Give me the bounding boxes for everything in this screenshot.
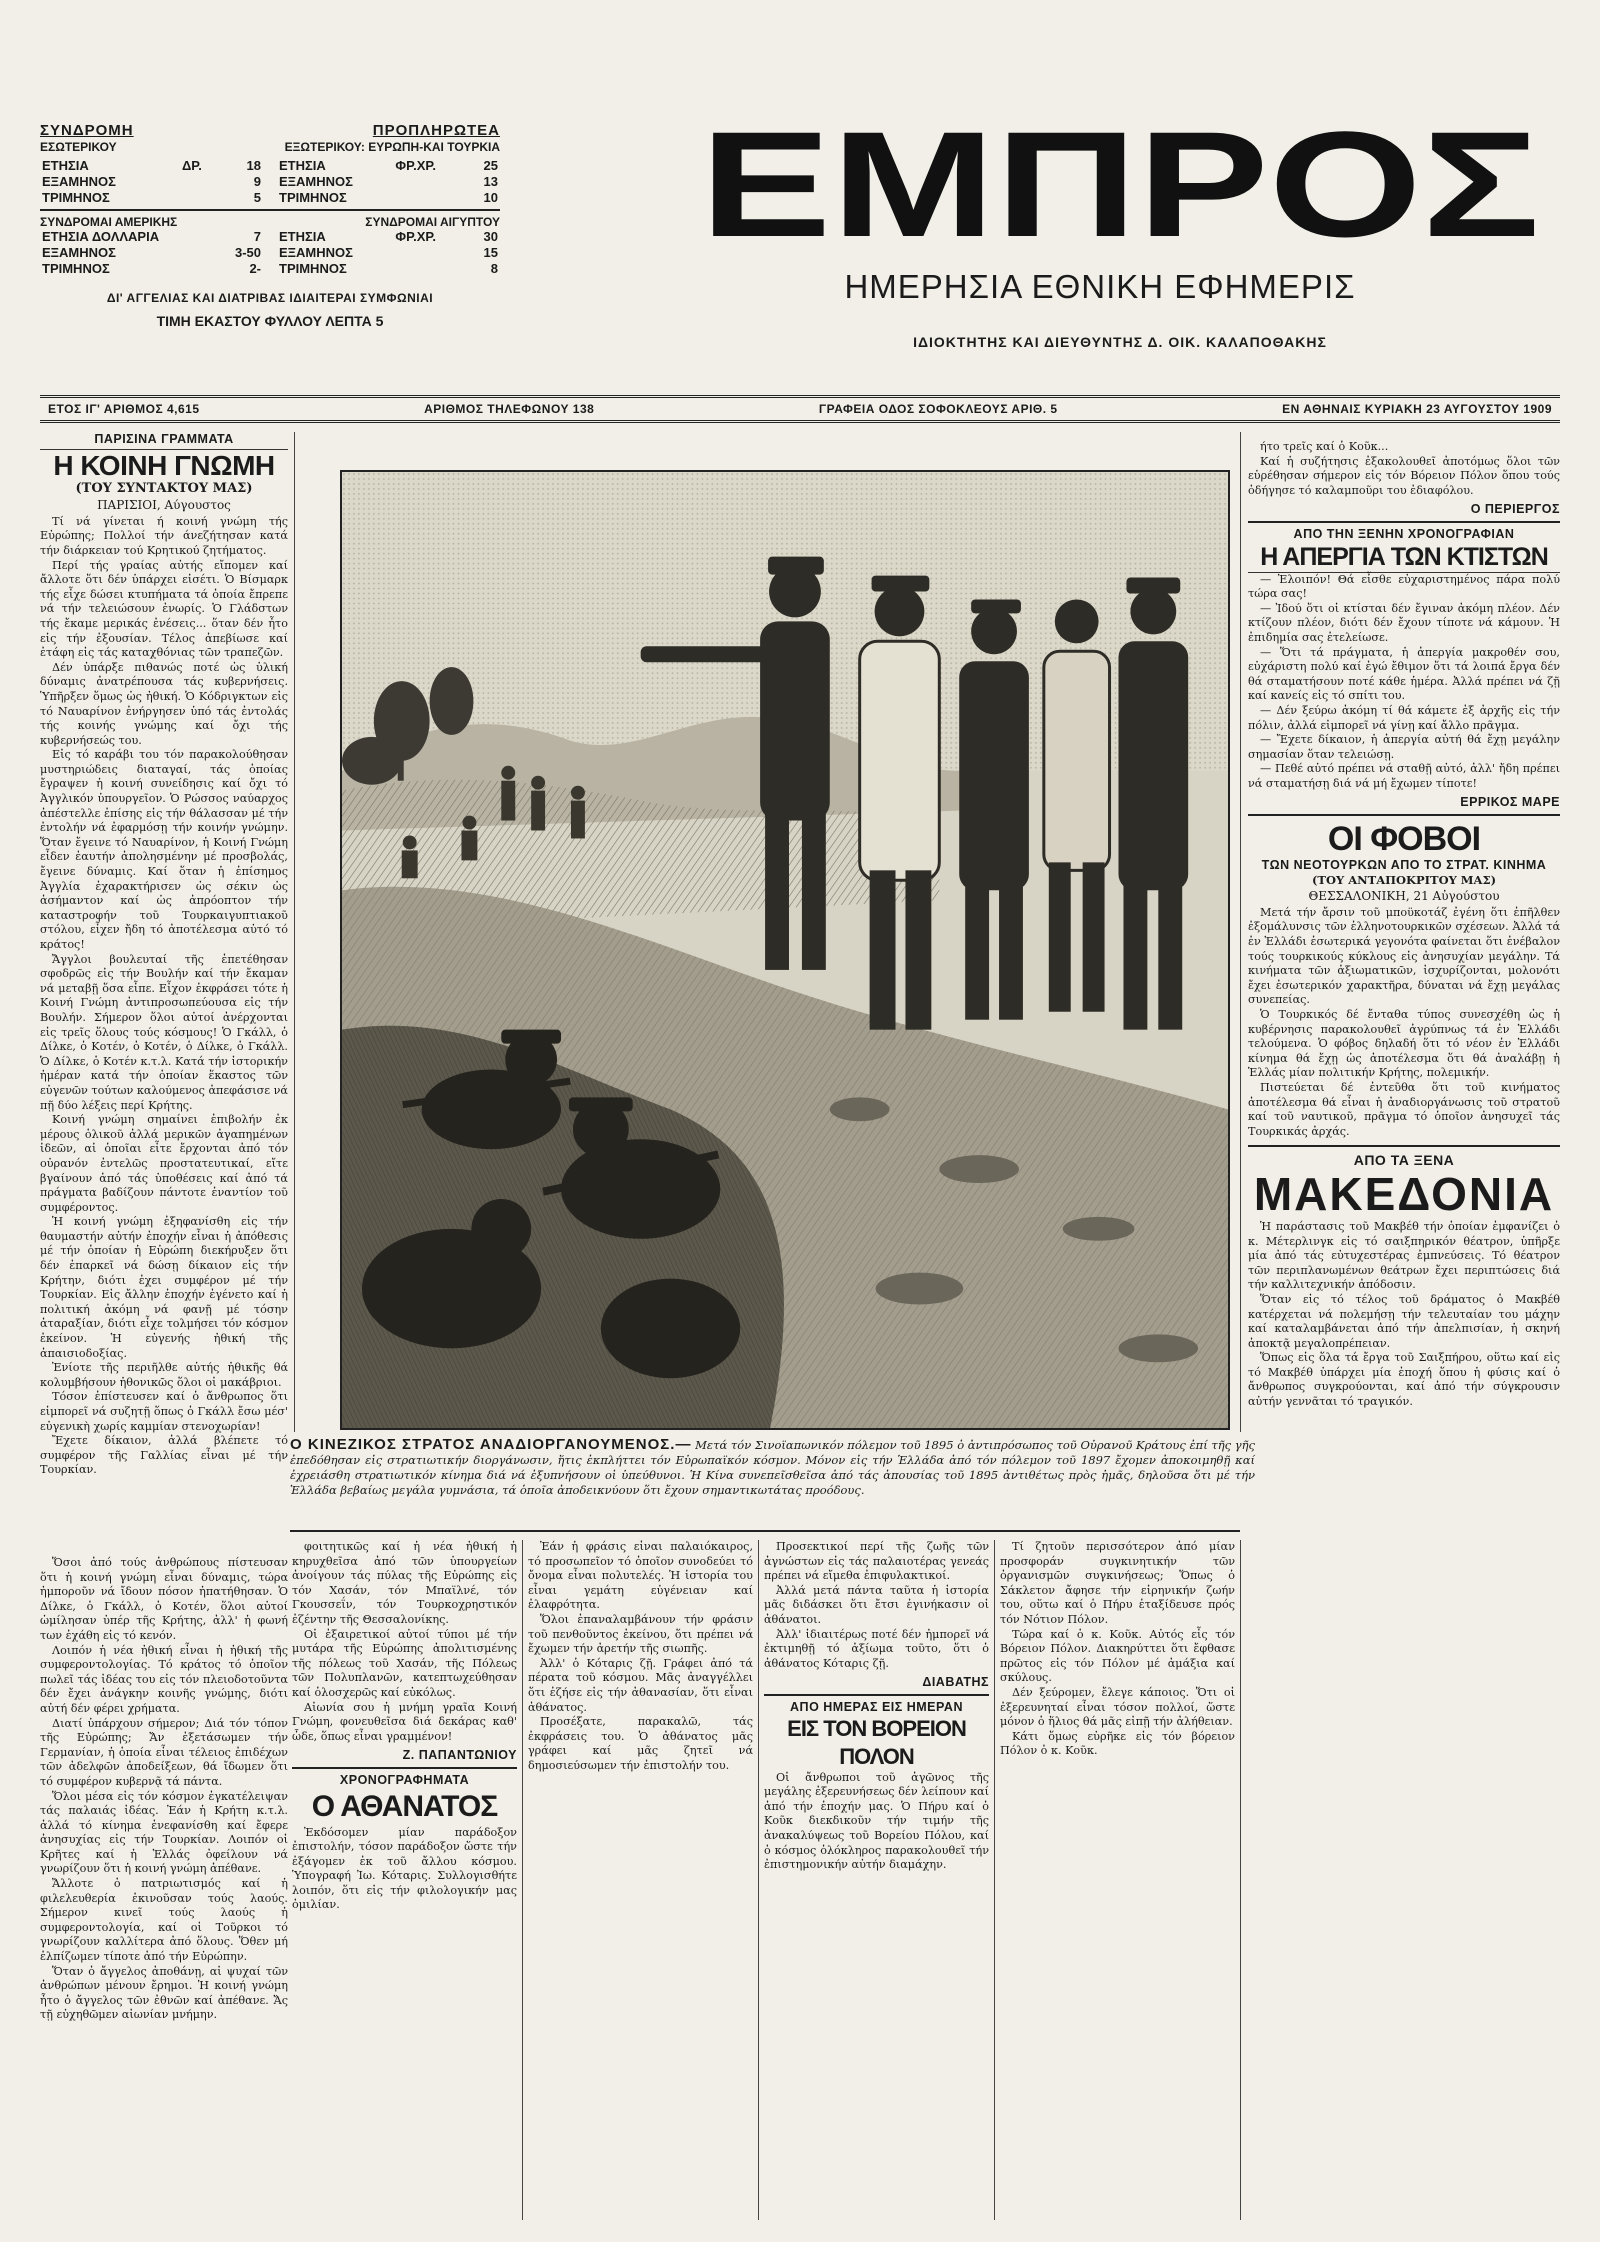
dateline-bar: [40, 395, 1560, 423]
paragraph: Ὅλοι μέσα εἰς τόν κόσμον ἐγκατέλειψαν τάς παλαιάς ἰδέας. Ἐάν ἡ Κρήτη κ.τ.λ. ἀλλά τό κίνημα ἐνεφανίσθη καί ἔφερε ἀνησυχίας εἰς τήν Τουρκίαν. Λοιπόν οἱ Κρῆτες καί ἡ Ἑλλάς ὀφείλουν νά γνωρίζουν ὅτι ἡ κοινή γνώμη ἀπέθανε.: [40, 1789, 288, 1876]
rate-label: ΤΡΙΜΗΝΟΣ: [279, 261, 347, 276]
right-top-leadin: ήτο τρεῖς καί ὁ Κοῦκ...: [1260, 440, 1389, 453]
rate-value: 8: [490, 261, 498, 276]
paragraph: Ὁ Τουρκικός δέ ἔνταθα τύπος συνεσχέθη ὡς ἡ κυβέρνησις παρακολουθεῖ ἀγρύπνως τά ἐν Ἑλλάδι τελούμενα. Ὁ φόβος δηλαδή ὅτι τό νέον ἐν Ἑλλάδι κίνημα θά ἔχῃ ὡς ἀποτέλεσμα ὅτι θά ἀναλάβῃ ἡ Ἑλλάς μίαν πολιτικήν Κρήτης, πολεμικήν.: [1248, 1008, 1560, 1080]
chronicle-kicker: ΧΡΟΝΟΓΡΑΦΗΜΑΤΑ: [339, 1772, 470, 1787]
macedonia-kicker: ΑΠΟ ΤΑ ΞΕΝΑ: [1353, 1152, 1455, 1169]
paragraph: Ὅπως εἰς ὅλα τά ἔργα τοῦ Σαιξπήρου, οὕτω καί εἰς τό Μακβέθ ὑπάρχει μία ἐποχή ὅπου ἡ φύσις καί ὁ ἄνθρωπος συγκρούονται, καί ἀπό τήν σύγκρουσιν αὐτήν γεννᾶται τό τραγικόν.: [1248, 1351, 1560, 1409]
strike-kicker: ΑΠΟ ΤΗΝ ΞΕΝΗΝ ΧΡΟΝΟΓΡΑΦΙΑΝ: [1293, 526, 1515, 541]
rate-value: 25: [483, 158, 498, 173]
office-address: ΓΡΑΦΕΙΑ ΟΔΟΣ ΣΟΦΟΚΛΕΟΥΣ ΑΡΙΘ. 5: [818, 402, 1058, 416]
logo-text: ΕΜΠΡΟΣ: [700, 128, 1540, 246]
macedonia-title: ΜΑΚΕΔΟΝΙΑ: [1253, 1167, 1555, 1220]
egypt-label: ΣΥΝΔΡΟΜΑΙ ΑΙΓΥΠΤΟΥ: [365, 215, 500, 229]
paragraph: Κοινή γνώμη σημαίνει ἐπιβολήν ἐκ μέρους ὁλικοῦ ἀλλά μερικῶν ἀγαπημένων ἰδεῶν, αἱ ὁποῖαι εἶτε ἔρχονται ἀπό τόν οὐρανόν ἐντελῶς προστατευτικαί, εἴτε βγαίνουν ἀπό τάς ὑποθέσεις καί ἀπό τά πράγματα βαδίζουν πάντοτε ἐναντίον τοῦ συμφέροντος.: [40, 1113, 288, 1214]
bottom-column-2: [528, 1540, 753, 2220]
rate-label: ΤΡΙΜΗΝΟΣ: [42, 261, 110, 276]
rate-unit: ΦΡ.ΧΡ.: [395, 229, 436, 244]
paragraph: Ὅταν ὁ ἄγγελος ἀποθάνῃ, αἱ ψυχαί τῶν ἀνθρώπων μένουν ἔρημοι. Ἡ κοινή γνώμη ἦτο ὁ ἄγγελος τῶν ἐθνῶν καί ἀπέθανε. Ἄς τῇ εὐχηθῶμεν αἰωνίαν μνήμην.: [40, 1964, 288, 2022]
paragraph: Ὅσοι ἀπό τούς ἀνθρώπους πίστευσαν ὅτι ἡ κοινή γνώμη εἶναι δύναμις, τώρα ἠμποροῦν νά ἴδουν πόσον ἠπατήθησαν. Ὁ Δίλκε, ὁ Γκάλλ, ὁ Κοτέν, ὅλοι αὐτοί ὡμίλησαν ὑπέρ τῆς Κρήτης, ἀλλ' ἡ φωνή των ἐχάθη εἰς τό κενόν.: [40, 1556, 288, 1642]
fears-place: ΘΕΣΣΑΛΟΝΙΚΗ, 21 Αὐγούστου: [1308, 889, 1500, 904]
rate-unit: [393, 174, 460, 190]
tagline: ΗΜΕΡΗΣΙΑ ΕΘΝΙΚΗ ΕΦΗΜΕΡΙΣ: [844, 268, 1356, 305]
left-article: [40, 432, 288, 1550]
paragraph: Ἄλλοτε ὁ πατριωτισμός καί ἡ φιλελευθερία ἐκινοῦσαν τούς λαούς. Σήμερον κινεῖ τούς λαούς ἡ συμφεροντολογία, καί οἱ Τοῦρκοι τό γνωρίζουν καλλίτερα ἀπό ὅλους. Ὅθεν μή ἐλπίζωμεν τίποτε ἀπό τήν Εὐρώπην.: [40, 1877, 288, 1964]
paragraph: — Δέν ξεύρω ἀκόμη τί θά κάμετε ἐξ ἀρχῆς εἰς τήν πόλιν, ἀλλά εἰμπορεῖ νά γίνῃ καί ἄλλο πρᾶγμα.: [1248, 703, 1560, 732]
rate-label: ΤΡΙΜΗΝΟΣ: [42, 190, 110, 205]
paragraph: Τί νά γίνεται ή κοινή γνώμη τής Εὐρώπης; Πολλοί τήν άνεζήτησαν κατά τήν διάρκειαν τού Κρητικού ζητήματος.: [40, 514, 288, 557]
rate-unit: [180, 174, 223, 190]
paragraph: Ἄγγλοι βουλευταί τῆς ἐπετέθησαν σφοδρῶς εἰς τήν Βουλήν καί τήν ἔκαμαν νά μεταβῇ ὅσα εἶπε. Εἶχον ἐκφράσει τότε ἡ Κοινή Γνώμη ἀντιπροσωπεύουσα εἰς τήν Βουλήν. Σήμερον ὅλοι αὐτοί ἀνέρχονται εἰς τρεῖς ὅλους τούς κόσμους! Ὁ Γκάλλ, ὁ Δίλκε, ὁ Κοτέν, ὁ Κοτέν, ὁ Δίλκε, ὁ Γκάλλ. Ὁ Δίλκε, ὁ Κοτέν κ.τ.λ. Κατά τήν ἱστορικήν ἡμέραν κατά τήν ὁποίαν ἕκαστος τῶν εὐγενῶν τούτων καλούμενος ἀπεφάσισε νά πῇ δύο λέξεις περί Κρήτης.: [40, 952, 288, 1112]
paragraph: Ὅταν εἰς τό τέλος τοῦ δράματος ὁ Μακβέθ κατέρχεται νά πολεμήσῃ τήν τελευταίαν του μάχην καί καταλαμβάνεται ἀπό τήν ἀπελπισίαν, ἡ σκηνή ἀποκτᾷ μεγαλοπρέπειαν.: [1248, 1292, 1560, 1350]
foreign-label: ΕΞΩΤΕΡΙΚΟΥ: ΕΥΡΩΠΗ-ΚΑΙ ΤΟΥΡΚΙΑ: [284, 140, 500, 154]
paragraph: Ἀλλ' ὁ Κόταρις ζῇ. Γράφει ἀπό τά πέρατα τοῦ κόσμου. Μᾶς ἀναγγέλλει ὅτι ἐζήσε εἰς τήν ἀθανασίαν, ὅτι εἶναι ἀθάνατος.: [528, 1656, 753, 1714]
fears-subtitle: ΤΩΝ ΝΕΟΤΟΥΡΚΩΝ ΑΠΟ ΤΟ ΣΤΡΑΤ. ΚΙΝΗΜΑ: [1261, 858, 1547, 873]
subscription-title: [40, 122, 500, 139]
issue-date: ΕΝ ΑΘΗΝΑΙΣ ΚΥΡΙΑΚΗ 23 ΑΥΓΟΥΣΤΟΥ 1909: [1282, 402, 1552, 416]
rate-label: ΕΞΑΜΗΝΟΣ: [42, 245, 116, 260]
america-label: ΣΥΝΔΡΟΜΑΙ ΑΜΕΡΙΚΗΣ: [40, 215, 178, 229]
article-byline: (ΤΟΥ ΣΥΝΤΑΚΤΟΥ ΜΑΣ): [75, 480, 253, 496]
illustration-caption: [290, 1437, 1255, 1498]
war-illustration: [340, 470, 1230, 1430]
soldiers-engraving: [342, 472, 1228, 1428]
rate-label: ΕΤΗΣΙΑ: [42, 158, 89, 173]
right-column: [1248, 440, 1560, 2200]
article-kicker: ΠΑΡΙΣΙΝΑ ΓΡΑΜΜΑΤΑ: [40, 432, 288, 450]
america-rates: [40, 229, 263, 277]
strike-title: Η ΑΠΕΡΓΙΑ ΤΩΝ ΚΤΙΣΤΩΝ: [1248, 542, 1560, 573]
rate-unit: ΔΡ.: [181, 158, 202, 173]
rate-label: ΕΤΗΣΙΑ ΔΟΛΛΑΡΙΑ: [42, 229, 160, 244]
paragraph: Δέν ὑπάρξε πιθανώς ποτέ ὡς ὑλική δύναμις ἀνατρέπουσα τάς κυβερνήσεις. Ὑπῆρξεν ὅμως ὡς ἠθική. Ὁ Κόδριγκτων εἰς τό Ναυαρίνον ἐνήργησεν ὑπό τάς ἐντολάς τής κοινής γνώμης καί ὄχι τής κυβερνήσεώς του.: [40, 660, 288, 747]
paragraph: Τόσον ἐπίστευσεν καί ὁ ἄνθρωπος ὅτι εἰμπορεῖ νά συζητῇ ὅπως ὁ Γκάλλ ἔσω μέσ' εὐγενικὴ χωρίς καμμίαν στενοχωρίαν!: [40, 1390, 288, 1433]
daily-title: ΕΙΣ ΤΟΝ ΒΟΡΕΙΟΝ ΠΟΛΟΝ: [787, 1715, 966, 1769]
paragraph: Δέν ξεύρομεν, ἔλεγε κάποιος. Ὅτι οἱ ἐξερευνηταί εἶναι τόσον πολλοί, ὥστε μόνον ὁ ἥλιος θά μᾶς εἰπῇ τήν ἀλήθειαν.: [1000, 1685, 1235, 1729]
bottom-column-4: [1000, 1540, 1235, 2220]
owner-line: ΙΔΙΟΚΤΗΤΗΣ ΚΑΙ ΔΙΕΥΘΥΝΤΗΣ Δ. ΟΙΚ. ΚΑΛΑΠΟΘΑΚΗΣ: [913, 334, 1327, 350]
article-body: [40, 515, 288, 1478]
paragraph: Τί ζητοῦν περισσότερον ἀπό μίαν προσφοράν συγκινητικήν τῶν ὀργανισμῶν συγκινήσεως; Ὅπως ὁ Σάκλετον ἄφησε τήν εἰρηνικήν ζωήν του, οὕτω καί ὁ Πήρυ ἐταξίδευσε πρός τόν Νότιον Πόλον.: [1000, 1540, 1235, 1626]
rate-value: 18: [246, 158, 261, 173]
article-place: ΠΑΡΙΣΙΟΙ, Αύγουστος: [97, 498, 231, 513]
issue-price: ΤΙΜΗ ΕΚΑΣΤΟΥ ΦΥΛΛΟΥ ΛΕΠΤΑ 5: [156, 313, 384, 329]
caption-text: Μετά τόν Σινοϊαπωνικόν πόλεμον τοῦ 1895 ὁ ἀντιπρόσωπος τοῦ Οὐρανοῦ Κράτους ἐπί τῆς γῆς ἐπεδόθησαν εἰς στρατιωτικήν διοργάνωσιν, ἥτις ἐκπλήττει τόν Εὐρωπαϊκόν κόσμον. Μόνον εἰς τήν Ἑλλάδα ἀπό τόν πόλεμον τοῦ 1897 ἔχομεν ἀποκοιμηθῇ καί ἐχρειάσθη στρατιωτικόν κίνημα διά νά ἐξυπνήσουν οἱ ὑπεύθυνοι. Ἡ Κίνα συνεπεῖσθεῖσα ἀπό τάς ἀπουσίας τοῦ 1895 ἀντιθέτως πρὸς ἡμᾶς, δηλοῦσα ὅτι μέ τήν Ἑλλάδα βεβαίως μεγάλα γυμνάσια, τά ὁποῖα ἀποδεικνύουν ὅτι ἔχουν σημαντικωτάτας προόδους.: [290, 1438, 1255, 1497]
paragraph: Κάτι ὅμως εὑρῆκε εἰς τόν βόρειον Πόλον ὁ κ. Κοῦκ.: [1000, 1729, 1235, 1758]
right-top-text: Καί ἡ συζήτησις ἐξακολουθεῖ ἀποτόμως ὅλοι τῶν εὑρέθησαν σήμερον εἰς τόν Βόρειον Πόλον ὅπου τούς ὁδήγησε τό καλαμποῦρι του ἐδιαφόλου.: [1248, 454, 1560, 497]
paragraph: Οἱ ἄνθρωποι τοῦ ἀγῶνος τῆς μεγάλης ἐξερευνήσεως δέν λείπουν καί ἀπό τήν ἐποχήν μας. Ὁ Πήρυ καί ὁ Κοῦκ διεκδικοῦν τήν τιμήν τῆς ἀνακαλύψεως τοῦ Βορείου Πόλου, καί ὁ κόσμος ὁλόκληρος παρακολουθεῖ τήν ἐπιστημονικήν αὐτήν διαμάχην.: [764, 1770, 989, 1872]
daily-kicker: ΑΠΟ ΗΜΕΡΑΣ ΕΙΣ ΗΜΕΡΑΝ: [790, 1699, 963, 1714]
bottom-column-1: [292, 1540, 517, 2220]
egypt-rates: [277, 229, 500, 277]
paragraph: Προσεκτικοί περί τῆς ζωῆς τῶν ἀγνώστων εἰς τάς παλαιοτέρας γενεάς πρέπει νά εἴμεθα ἐπιφυλακτικοί.: [764, 1540, 989, 1583]
rate-unit: [180, 190, 223, 206]
foreign-rates: [277, 158, 500, 206]
issue-number: ΕΤΟΣ ΙΓ' ΑΡΙΘΜΟΣ 4,615: [48, 402, 200, 416]
paragraph: Προσέξατε, παρακαλῶ, τάς ἐκφράσεις του. Ὁ ἀθάνατος μᾶς γράφει καί μᾶς ζητεῖ νά δημοσιεύσωμεν τήν ἐπιστολήν του.: [528, 1715, 753, 1772]
rate-label: ΕΤΗΣΙΑ: [279, 229, 326, 244]
subscription-box: [40, 122, 500, 329]
rate-unit: ΦΡ.ΧΡ.: [395, 158, 436, 173]
rate-value: 30: [483, 229, 498, 244]
article-title: Η ΚΟΙΝΗ ΓΝΩΜΗ: [53, 449, 275, 481]
paragraph: Ἡ κοινή γνώμη ἐξηφανίσθη εἰς τήν θαυμαστήν αὐτήν ἐποχήν εἶναι ἡ ἀπόθεσις μέ τήν ὁποίαν ἡ Εὐρώπη διεκήρυξεν ὅτι δέν ἐπαρκεῖ νά δώσῃ δίκαιον εἰς τήν Κρήτην, διότι ἐχει συμφέρον μέ τήν Τουρκίαν. Εἰς ἄλλην ἐποχήν ἐγένετο καί ἡ πολιτική ἀκόμη νά φανῇ μέ τόσην ἀταραξίαν, διότι εἶχε τολμήσει τόν κόσμον ἐκείνον. Ἡ εὐγενής ἠθική τῆς ἀπαισιοδοξίας.: [40, 1215, 288, 1360]
right-top-signature: Ο ΠΕΡΙΕΡΓΟΣ: [1470, 502, 1560, 517]
fears-title: ΟΙ ΦΟΒΟΙ: [1327, 820, 1481, 859]
chronicle-title: Ο ΑΘΑΝΑΤΟΣ: [311, 1789, 498, 1823]
paragraph: Διατί ὑπάρχουν σήμερον; Διά τόν τόπον τῆς Εὐρώπης; Ἄν ἐξετάσωμεν τήν Γερμανίαν, ἡ ὁποία εἶναι τέλειος ἐπιδέχων τῶν ἀδελφῶν ἀποδείξεων, θά ἴδωμεν ὅτι τό συμφέρον κυβερνᾷ τά πάντα.: [40, 1716, 288, 1788]
rate-value: 15: [483, 245, 498, 260]
paragraph: Περί τής γραίας αὐτής εἴπομεν καί ἄλλοτε ὅτι δέν ὑπάρχει εἰσέτι. Ὁ Βίσμαρκ τής εἶχε δώσει κτυπήματα τά ὁποία ἔπρεπε νά τήν τελειώσουν ἐνωρίς. Ὁ Γλάδστων τής ἔκαμε μερικάς ἐνέσεις... ὅταν δέν ἦτο εἰς τήν ἐξουσίαν. Τέλος ἀπεβίωσε καί ἐτάφη εἰς τάς καταχθόνιας τῶν τραπεζῶν.: [40, 558, 288, 660]
paragraph: Ὅλοι ἐπαναλαμβάνουν τήν φράσιν τοῦ πενθοῦντος ἐκείνου, ὅτι πρέπει νά ἔχωμεν τήν ἀρετήν τῆς σιωπῆς.: [528, 1612, 753, 1656]
caption-title: Ο ΚΙΝΕΖΙΚΟΣ ΣΤΡΑΤΟΣ ΑΝΑΔΙΟΡΓΑΝΟΥΜΕΝΟΣ.—: [290, 1436, 692, 1453]
paragraph: Ἐνίοτε τῆς περιῆλθε αὐτής ἠθικῆς θά κολυμβήσουν ἠθονικῶς ὅλοι οἱ μακάβριοι.: [40, 1361, 288, 1389]
paragraph: Αἰωνία σου ἡ μνήμη γραῖα Κοινή Γνώμη, φονευθεῖσα διά δεκάρας καθ' ὧδε, ὅπως εἶναι γραμμένον!: [292, 1700, 517, 1743]
rate-value: 3-50: [234, 245, 261, 260]
paragraph: Οἱ ἐξαιρετικοί αὐτοί τύποι μέ τήν μυτάρα τῆς Εὐρώπης ἀπολιτισμένης τῆς πόλεως τοῦ Χασάν, τῆς Πόλεως τῶν Πολυπλανῶν, κατεπτωχεύθησαν καί ὁλοσχερῶς καί εὐκόλως.: [292, 1627, 517, 1699]
rate-value: 10: [483, 190, 498, 205]
rate-label: ΤΡΙΜΗΝΟΣ: [279, 190, 347, 205]
domestic-label: ΕΣΩΤΕΡΙΚΟΥ: [40, 140, 117, 154]
rate-value: 5: [253, 190, 261, 205]
phone-number: ΑΡΙΘΜΟΣ ΤΗΛΕΦΩΝΟΥ 138: [424, 402, 595, 416]
overseas-labels: [40, 215, 500, 229]
paragraph: — Ἔχετε δίκαιον, ἡ ἀπεργία αὐτή θά ἔχῃ μεγάλην σημασίαν ὅταν τελειώσῃ.: [1248, 733, 1560, 761]
newspaper-logo: [690, 128, 1550, 246]
paragraph: Ἡ παράστασις τοῦ Μακβέθ τήν ὁποίαν ἐμφανίζει ὁ κ. Μέτερλινγκ εἰς τό σαιξπηρικόν θέατρον, ὑπῆρξε μία ἀπό τάς εὐτυχεστέρας ἐμπνεύσεις. Τό θέατρον τῶν περιπλανωμένων θεάτρων ἔχει περιπτώσεις διά τήν καλλιτεχνικήν ἀπόδοσιν.: [1248, 1219, 1560, 1292]
bottom-column-3: [764, 1540, 989, 2220]
paragraph: Πιστεύεται δέ ἐντεῦθα ὅτι τοῦ κινήματος ἀποτέλεσμα θά εἶναι ἡ ἀναδιοργάνωσις τοῦ στρατοῦ καί τοῦ ναυτικοῦ, πρᾶγμα τό ὁποῖον ἀνησυχεῖ τάς Τουρκικάς ἀρχάς.: [1248, 1080, 1560, 1138]
paragraph: φοιτητικῶς καί ἡ νέα ἠθική ἡ κηρυχθεῖσα ἀπό τῶν ὑπουργείων ἀνοίγουν τάς πύλας τῆς Εὐρώπης εἰς τόν Χασάν, τόν Μπαϊλνέ, τόν Γκουσσεΐν, τόν Τουρκοχρηστικόν ἐζέντην τῆς Θεσσαλονίκης.: [292, 1540, 517, 1626]
paragraph: Ἐάν ἡ φράσις εἶναι παλαιόκαιρος, τό προσωπεῖον τό ὁποῖον συνοδεύει τό ὄνομα εἶναι πολυτελές. Ἡ ἱστορία του εἶναι γεμάτη εὐγένειαν καί ἐλαφρότητα.: [528, 1540, 753, 1612]
strike-signature: ΕΡΡΙΚΟΣ ΜΑΡΕ: [1460, 795, 1560, 810]
rate-value: 9: [253, 174, 261, 189]
paragraph: — Ἐλοιπόν! Θά εἶσθε εὐχαριστημένος πάρα πολύ τώρα σας!: [1248, 572, 1560, 601]
paragraph: Τώρα καί ὁ κ. Κοῦκ. Αὐτός εἶς τόν Βόρειον Πόλον. Διακηρύττει ὅτι ἔφθασε πρῶτος εἰς τόν Πόλον μέ ἀμάξια καί σκύλους.: [1000, 1627, 1235, 1685]
paragraph: Ἔχετε δίκαιον, ἀλλά βλέπετε τό συμφέρον τῆς Γαλλίας εἶναι μέ τήν Τουρκίαν.: [40, 1434, 288, 1477]
rate-label: ΕΞΑΜΗΝΟΣ: [42, 174, 116, 189]
paragraph: Λοιπόν ἡ νέα ἠθική εἶναι ἡ ἠθική τῆς συμφεροντολογίας. Τό κράτος τό ὁποῖον πωλεῖ τάς ἰδέας του εἰς τόν πλειοδοτοῦντα δέν ἔχει ἀνάγκην κοινῆς γνώμης, διότι αὐτή δέν φέρει χρήματα.: [40, 1643, 288, 1715]
rate-unit: [393, 190, 460, 206]
paragraph: — Ὅτι τά πράγματα, ἡ ἀπεργία μακροθέν σου, εὐχάριστη πολύ καί ἐγώ ἔθιμον ὅτι τά λοιπά ἔργα δέν θά σταματήσουν ποτέ κάθε ἡμέρα. Ἀλλά πρέπει νά ζῇ καί κανείς εἰς τό σπίτι του.: [1248, 645, 1560, 703]
subscription-region-labels: [40, 140, 500, 154]
column-signature: ΔΙΑΒΑΤΗΣ: [922, 1675, 989, 1690]
rate-label: ΕΤΗΣΙΑ: [279, 158, 326, 173]
paragraph: — Ἰδού ὅτι οἱ κτίσται δέν ἔγιναν ἀκόμη πλέον. Δέν κτίζουν πλέον, διότι δέν ἔχουν τίποτε νά κάμουν. Ἡ ἐπιδημία σας ἐτελείωσε.: [1248, 601, 1560, 644]
rate-unit: [393, 245, 460, 261]
paragraph: Εἰς τό καράβι του τόν παρακολούθησαν μυστηριώδεις διαταγαί, τάς ὁποίας ἔγραψεν ἡ κοινή συνείδησις καί ὄχι τό Ἀγγλικόν ὑπουργεῖον. Ὁ Ρώσσος ναύαρχος ἀπέστελλε ἐπίσης εἰς τήν θάλασσαν μέ τήν ἐντολήν νά ἐφαρμόσῃ τήν κοινήν γνώμην. Ὅταν ἔγεινε τό Ναυαρίνον, ἡ Κοινή Γνώμη εἶδεν ἐαυτήν ἀπολησμένην μέ προσβολάς, ἔγεινε δύναμις. Καί ὅταν ἡ ἐπίσημος Ἀγγλία ἐχαρακτήρισεν ὡς σέκιν ὡς ἀσήμαντον καί ὡς ἀπρόοπτον τήν καταστροφήν τοῦ Τουρκαιγυπτιακοῦ στόλου, εἶχεν ἤδη τό ἀποτέλεσμα αὐτό τό κράτος!: [40, 748, 288, 951]
paragraph: Μετά τήν ἄρσιν τοῦ μποϋκοτάζ ἐγένη ὅτι ἐπῆλθεν ἐξομάλυνσις τῶν ἑλληνοτουρκικῶν σχέσεων. Ἀλλά τά ἐν Ἑλλάδι ἐσωτερικά γεγονότα φαίνεται ὅτι ἐνέβαλον τούς τουρκικούς κύκλους εἰς ἀνησυχίαν μεγάλην. Τά κινήματα τῶν ἀξιωματικῶν, ἰσχυρίζονται, μολονότι ἔχει ἐσωτερικόν χαρακτῆρα, δύναται νά ἔχῃ μεγάλας συνεπείας.: [1248, 905, 1560, 1007]
column-signature: Ζ. ΠΑΠΑΝΤΩΝΙΟΥ: [402, 1748, 517, 1763]
paragraph: Ἀλλά μετά πάντα ταῦτα ἡ ἱστορία μᾶς διδάσκει ὅτι ἔτσι ἐγινήκασιν οἱ ἀθάνατοι.: [764, 1583, 989, 1626]
rate-value: 2-: [249, 261, 261, 276]
paragraph: Ἀλλ' ἰδιαιτέρως ποτέ δέν ἠμπορεῖ νά ἐκτιμηθῇ τό ἀξίωμα τοῦτο, ὅτι ὁ ἀθάνατος Κόταρις ζῇ.: [764, 1627, 989, 1670]
rate-label: ΕΞΑΜΗΝΟΣ: [279, 174, 353, 189]
domestic-rates: [40, 158, 263, 206]
left-article-continued: [40, 1556, 288, 2221]
subscription-title-left: ΣΥΝΔΡΟΜΗ: [40, 122, 134, 139]
fears-byline: (ΤΟΥ ΑΝΤΑΠΟΚΡΙΤΟΥ ΜΑΣ): [1311, 872, 1497, 887]
rate-unit: [393, 261, 460, 277]
subscription-title-right: ΠΡΟΠΛΗΡΩΤΕΑ: [372, 122, 500, 139]
paragraph: Ἐκδόσομεν μίαν παράδοξον ἐπιστολήν, τόσον παράδοξον ὥστε τήν ἐξάγομεν ἐκ τοῦ ἄλλου κόσμου. Ὑπογραφή Ἰω. Κόταρις. Συλλογισθήτε λοιπόν, ὅτι εἰς τήν φιλολογικήν μας ὁμιλίαν.: [292, 1825, 517, 1912]
paragraph: — Πεθέ αὐτό πρέπει νά σταθῇ αὐτό, ἀλλ' ἤδη πρέπει νά σταματήσῃ διά νά μή ἔχωμεν τίποτε!: [1248, 762, 1560, 790]
advertising-notice: ΔΙ' ΑΓΓΕΛΙΑΣ ΚΑΙ ΔΙΑΤΡΙΒΑΣ ΙΔΙΑΙΤΕΡΑΙ ΣΥΜΦΩΝΙΑΙ: [106, 291, 434, 305]
rate-value: 13: [483, 174, 498, 189]
rate-label: ΕΞΑΜΗΝΟΣ: [279, 245, 353, 260]
rate-value: 7: [253, 229, 261, 244]
